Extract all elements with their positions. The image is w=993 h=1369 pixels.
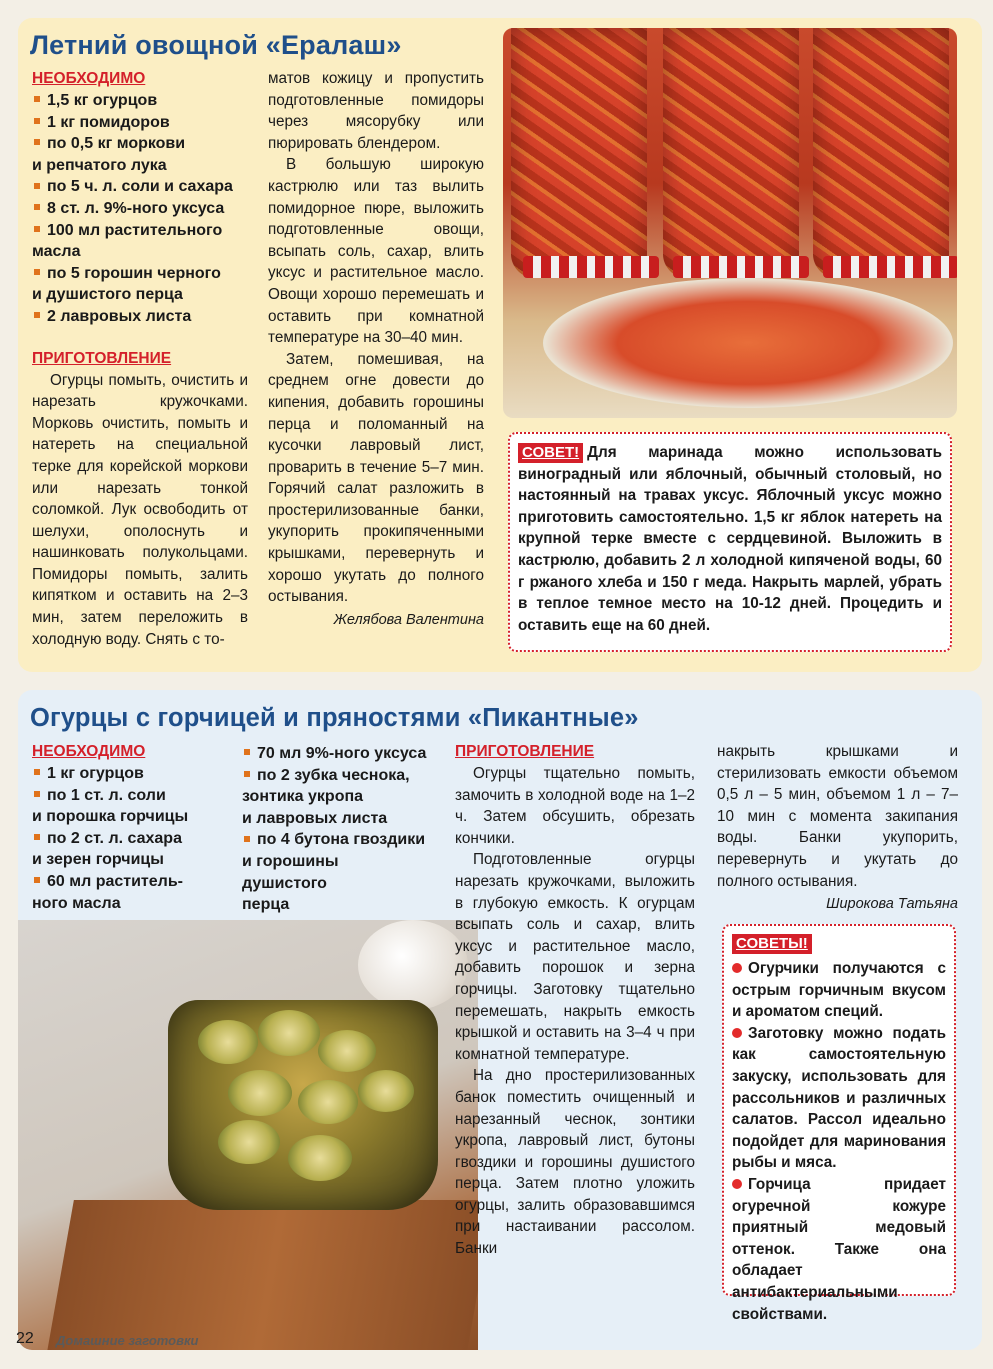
ingredient-text: 70 мл 9%-ного уксуса [257, 745, 427, 762]
ingredient-item [242, 851, 442, 873]
paragraph: На дно простерилизованных банок поместить очищенный и нарезанный чеснок, зонтики укропа, лавровый лист, бутоны гвоздики и горошины душистого перца. Затем плотно уложить огурцы, залить образовавшимся при настаивании рассолом. Банки [455, 1067, 695, 1258]
bullet-icon [34, 877, 40, 883]
recipe1-prep-text-1 [32, 370, 248, 651]
bullet-icon [34, 312, 40, 318]
ingredient-text: зонтика укропа [242, 788, 364, 806]
ingredient-item [242, 765, 442, 787]
recipe2-ingredient-list-1 [32, 763, 232, 914]
ingredient-text: по 0,5 кг моркови [47, 135, 186, 153]
magazine-name: Домашние заготовки [56, 1333, 199, 1348]
bullet-icon [244, 836, 250, 842]
recipe1-column-1 [32, 70, 248, 650]
page-number: 22 [16, 1330, 34, 1347]
ingredient-item [32, 763, 232, 785]
bullet-icon [34, 834, 40, 840]
ingredient-text: душистого [242, 874, 327, 892]
ingredient-item [32, 806, 232, 828]
recipe2-tips-box [722, 924, 956, 1323]
ingredient-item [242, 743, 442, 765]
ingredient-text: по 1 ст. л. соли [47, 786, 166, 804]
paragraph: накрыть крышками и стерилизовать емкости объемом 0,5 л – 5 мин, объемом 1 л – 7–10 мин с момента закипания воды. Банки укупорить, перевернуть и укутать до полного остывания. [717, 743, 958, 890]
recipe1-ingredient-list [32, 90, 248, 328]
ingredient-text: перца [242, 896, 290, 914]
ingredient-text: и зерен горчицы [32, 851, 164, 869]
tip-text: Горчица придает огуречной кожуре приятный медовый оттенок. Также она обладает антибактериальными свойствами. [732, 1175, 946, 1323]
ingredient-text: 60 мл раститель- [47, 872, 183, 890]
recipe1-tip-box [508, 432, 952, 652]
recipe1-prep-heading: ПРИГОТОВЛЕНИЕ [32, 349, 172, 367]
ingredient-item [32, 133, 248, 155]
bullet-icon [34, 183, 40, 189]
recipe2-column-3 [455, 743, 695, 1260]
ingredient-item [32, 220, 248, 242]
recipe2-prep-text-1 [455, 763, 695, 1260]
ingredient-text: и душистого перца [32, 286, 183, 304]
tip-item [732, 1174, 946, 1325]
tips-label: СОВЕТЫ! [732, 934, 812, 954]
ingredient-text: масла [32, 243, 81, 261]
tip-body: Для маринада можно использовать виноградный или яблочный, обычный столовый, но настоянный на травах уксус. Яблочный уксус можно приготовить самостоятельно. 1,5 кг яблок натереть на крупной терке вместе с сердцевиной. Выложить в кастрюлю, добавить 2 л холодной кипяченой воды, 60 г ржаного хлеба и 150 г меда. Накрыть марлей, убрать в теплое темное место на 10-12 дней. Процедить и оставить еще на 60 дней. [518, 444, 942, 634]
recipe2-prep-heading: ПРИГОТОВЛЕНИЕ [455, 743, 595, 760]
recipe1-title: Летний овощной «Ералаш» [30, 30, 402, 60]
bullet-icon [34, 769, 40, 775]
red-dot-icon [732, 1179, 742, 1189]
ingredient-text: 2 лавровых листа [47, 307, 192, 325]
recipe2-needed-heading: НЕОБХОДИМО [32, 743, 146, 760]
ingredient-text: 100 мл растительного [47, 221, 223, 239]
bullet-icon [34, 269, 40, 275]
ingredient-text: ного масла [32, 894, 121, 912]
red-dot-icon [732, 963, 742, 973]
ingredient-item [32, 198, 248, 220]
recipe2-ingredients-column-1 [32, 743, 232, 914]
recipe1-prep-text-2 [268, 68, 484, 608]
bullet-icon [34, 791, 40, 797]
paragraph: Затем, помешивая, на среднем огне довести до кипения, добавить горошины перца и поломанный на кусочки лавровый лист, проварить в течение 5–7 мин. Горячий салат разложить в простерилизованные банки, укупорить прокипяченными крышками, перевернуть и хорошо укутать до полного остывания. [268, 350, 484, 606]
recipe2-ingredients-column-2 [242, 743, 442, 916]
ingredient-text: и горошины [242, 852, 339, 870]
ingredient-item [242, 786, 442, 808]
ingredient-item [32, 90, 248, 112]
ingredient-text: 8 ст. л. 9%-ного уксуса [47, 199, 225, 217]
recipe2-prep-text-2 [717, 741, 958, 892]
ingredient-item [242, 829, 442, 851]
tip-label: СОВЕТ! [518, 443, 583, 463]
bullet-icon [34, 204, 40, 210]
ingredient-item [32, 176, 248, 198]
paragraph: В большую широкую кастрюлю или таз вылить помидорное пюре, выложить подготовленные овощи, всыпать соль, сахар, влить уксус и растительное масло. Овощи хорошо перемешать и оставить при комнатной температуре на 30–40 мин. [268, 156, 484, 347]
ingredient-item [32, 849, 232, 871]
pickled-cucumbers-jar-photo [18, 920, 478, 1350]
ingredient-item [32, 828, 232, 850]
recipe2-column-4 [717, 741, 958, 912]
ingredient-item [242, 894, 442, 916]
recipe1-column-2 [268, 68, 484, 628]
ingredient-text: по 5 горошин черного [47, 264, 221, 282]
ingredient-text: по 2 ст. л. сахара [47, 829, 182, 847]
recipe1-needed-heading: НЕОБХОДИМО [32, 70, 146, 87]
ingredient-text: и лавровых листа [242, 809, 388, 827]
paragraph: Огурцы тщательно помыть, замочить в холодной воде на 1–2 ч. Затем обсушить, обрезать кончики. [455, 765, 695, 847]
ingredient-item [32, 871, 232, 893]
paragraph: Подготовленные огурцы нарезать кружочками, выложить в глубокую емкость. К огурцам всыпать соль и сахар, влить уксус и растительное масло, добавить порошок и зерна горчицы. Заготовку тщательно перемешать, накрыть емкость крышкой и оставить на 3–4 ч при комнатной температуре. [455, 851, 695, 1063]
bullet-icon [34, 118, 40, 124]
ingredient-item [32, 155, 248, 177]
pickled-salad-jars-photo [503, 28, 957, 418]
ingredient-text: 1 кг помидоров [47, 113, 170, 131]
bullet-icon [244, 771, 250, 777]
red-dot-icon [732, 1028, 742, 1038]
tip-item [732, 1023, 946, 1174]
recipe1-author: Желябова Валентина [333, 611, 484, 628]
recipe2-author: Широкова Татьяна [826, 896, 958, 913]
recipe1-tip-text [518, 442, 942, 636]
tip-text: Заготовку можно подать как самостоятельную закуску, использовать для рассольников и различных салатов. Рассол идеально подойдет для маринования рыбы и мяса. [732, 1024, 946, 1172]
ingredient-item [32, 306, 248, 328]
ingredient-text: и порошка горчицы [32, 808, 189, 826]
bullet-icon [244, 749, 250, 755]
ingredient-text: 1,5 кг огурцов [47, 92, 158, 109]
tip-text: Огурчики получаются с острым горчичным вкусом и ароматом специй. [732, 960, 946, 1021]
bullet-icon [34, 96, 40, 102]
ingredient-text: 1 кг огурцов [47, 765, 144, 782]
ingredient-item [32, 241, 248, 263]
paragraph: матов кожицу и пропустить подготовленные помидоры через мясорубку или пюрировать блендером. [268, 70, 484, 152]
bullet-icon [34, 226, 40, 232]
recipe2-ingredient-list-2 [242, 743, 442, 916]
paragraph: Огурцы помыть, очистить и нарезать кружочками. Морковь очистить, помыть и натереть на специальной терке для корейской моркови или нарезать тонкой соломкой. Лук освободить от шелухи, ополоснуть и нашинковать полукольцами. Помидоры помыть, залить кипятком и оставить на 2–3 мин, затем переложить в холодную воду. Снять с то- [32, 371, 248, 648]
ingredient-item [242, 873, 442, 895]
ingredient-item [32, 112, 248, 134]
ingredient-text: по 2 зубка чеснока, [257, 766, 410, 784]
ingredient-text: по 4 бутона гвоздики [257, 831, 426, 849]
ingredient-item [242, 808, 442, 830]
tip-item [732, 958, 946, 1023]
recipe2-title: Огурцы с горчицей и пряностями «Пикантные» [30, 704, 639, 732]
ingredient-item [32, 893, 232, 915]
ingredient-item [32, 263, 248, 285]
ingredient-item [32, 785, 232, 807]
bullet-icon [34, 139, 40, 145]
ingredient-text: и репчатого лука [32, 156, 167, 174]
ingredient-text: по 5 ч. л. соли и сахара [47, 178, 233, 196]
recipe2-tips-list [732, 958, 946, 1325]
ingredient-item [32, 284, 248, 306]
